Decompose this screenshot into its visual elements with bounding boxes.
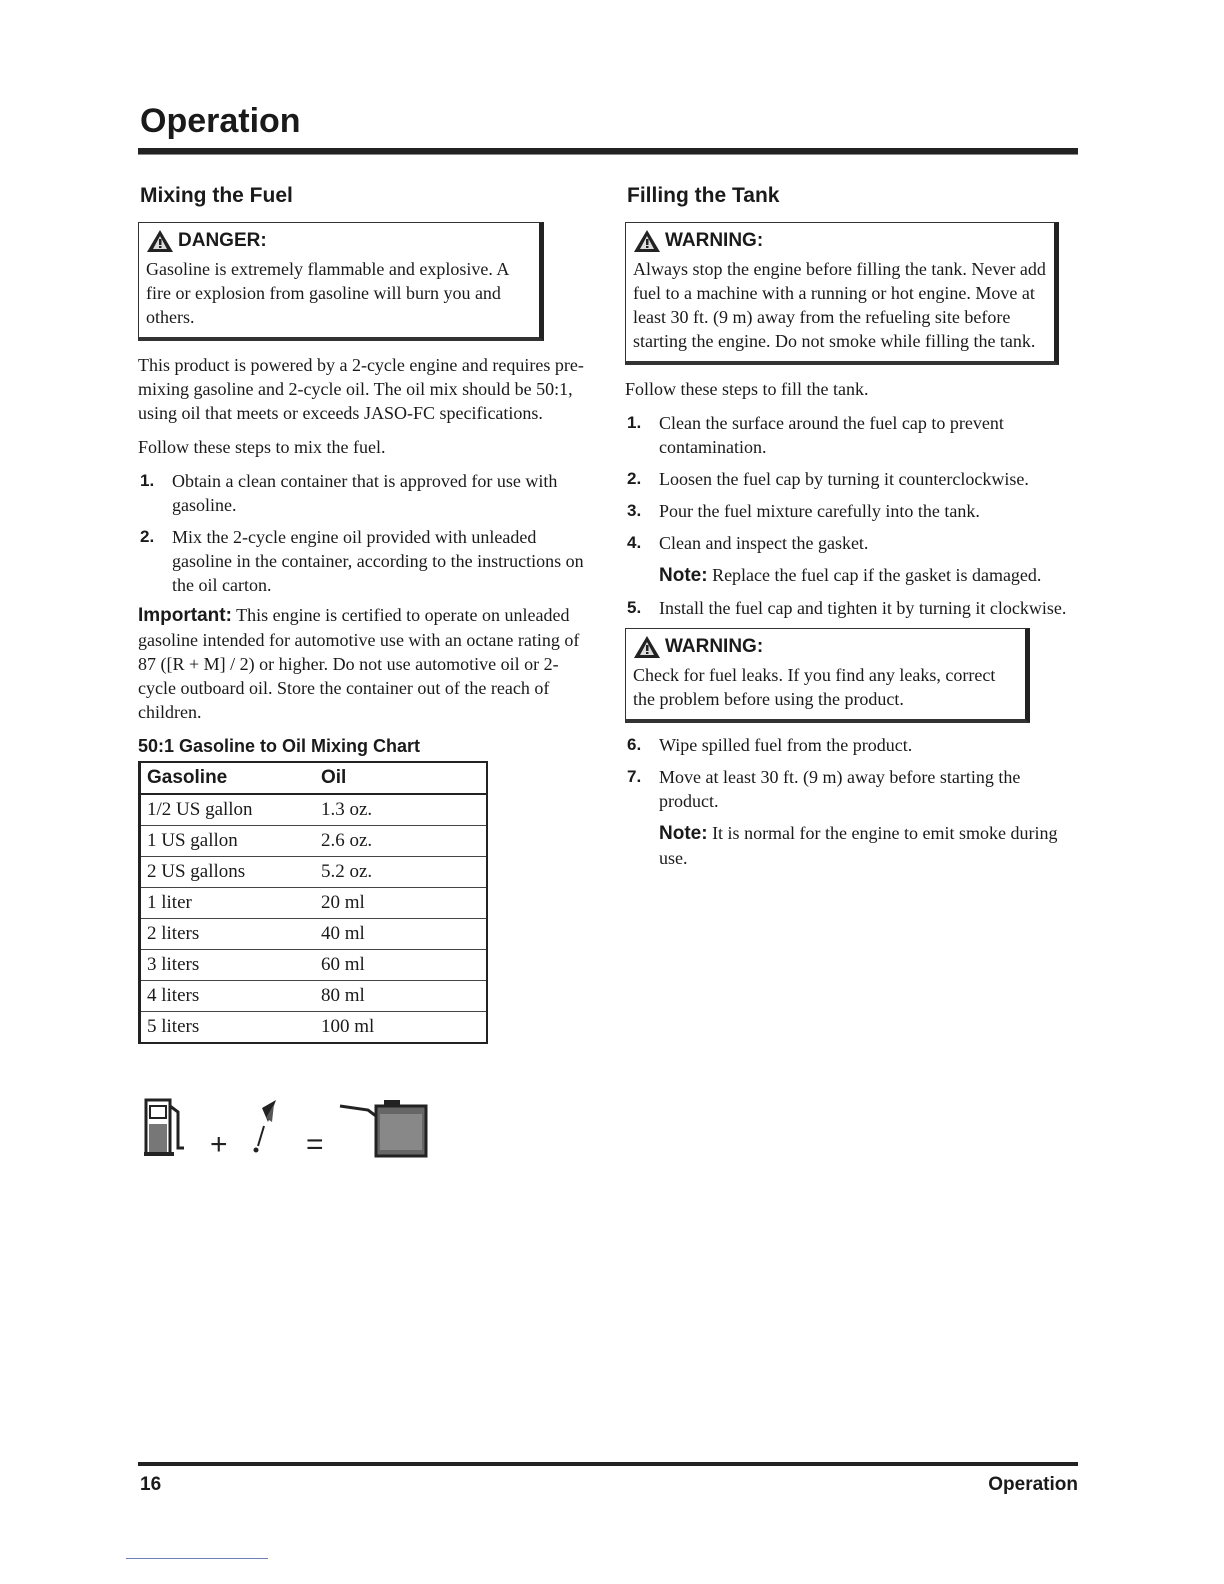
header-rule (138, 148, 1078, 155)
step-text: Obtain a clean container that is approved for use with gasoline. (172, 471, 558, 515)
filling-section (625, 184, 1080, 878)
cell-gasoline: 3 liters (140, 950, 316, 981)
cell-gasoline: 2 US gallons (140, 857, 316, 888)
table-row (140, 950, 488, 981)
table-body (140, 794, 488, 1043)
mixing-chart-table (138, 761, 488, 1044)
mixing-steps (138, 469, 590, 597)
step-text: Mix the 2-cycle engine oil provided with unleaded gasoline in the container, according to the instructions on the oil carton. (172, 527, 584, 595)
cell-oil: 60 ml (315, 950, 487, 981)
list-item (625, 499, 1080, 523)
step-number: 1. (140, 471, 155, 490)
list-item (625, 596, 1080, 620)
cell-oil: 5.2 oz. (315, 857, 487, 888)
list-item (625, 467, 1080, 491)
filling-heading: Filling the Tank (627, 184, 780, 207)
mixing-steps-lead: Follow these steps to mix the fuel. (138, 437, 386, 457)
important-label: Important: (138, 605, 232, 626)
table-row (140, 857, 488, 888)
note-text: Replace the fuel cap if the gasket is damaged. (712, 565, 1042, 585)
cell-oil: 20 ml (315, 888, 487, 919)
table-row (140, 794, 488, 826)
warning-box-refuel (625, 222, 1059, 365)
cell-oil: 1.3 oz. (315, 794, 487, 826)
danger-text: Gasoline is extremely flammable and explosive. A fire or explosion from gasoline will burn you and others. (146, 259, 509, 327)
list-item (138, 469, 590, 517)
table-row (140, 1012, 488, 1044)
step-number: 7. (627, 767, 642, 786)
warning-text: Always stop the engine before filling the tank. Never add fuel to a machine with a running or hot engine. Move at least 30 ft. (9 m) away from the refueling site before starting the engine. Do not smoke while filling the tank. (633, 259, 1046, 351)
mixing-intro: This product is powered by a 2-cycle engine and requires pre-mixing gasoline and 2-cycle oil. The oil mix should be 50:1, using oil that meets or exceeds JASO-FC specifications. (138, 355, 584, 423)
mixing-section (138, 184, 590, 1044)
warning-label: WARNING: (665, 636, 764, 657)
table-row (140, 919, 488, 950)
warning-header (633, 229, 1046, 253)
footer-section-title: Operation (988, 1474, 1078, 1495)
cell-oil: 2.6 oz. (315, 826, 487, 857)
cell-gasoline: 1 liter (140, 888, 316, 919)
column-header-oil: Oil (315, 762, 487, 794)
plus-sign: + (210, 1128, 228, 1161)
step-number: 2. (627, 469, 642, 488)
mixing-chart-title: 50:1 Gasoline to Oil Mixing Chart (138, 736, 421, 756)
warning-triangle-icon (633, 635, 663, 659)
cell-oil: 80 ml (315, 981, 487, 1012)
oil-can-icon (254, 1100, 277, 1153)
step-text: Loosen the fuel cap by turning it counterclockwise. (659, 469, 1029, 489)
column-header-gasoline: Gasoline (140, 762, 316, 794)
step-number: 5. (627, 598, 642, 617)
warning-label: WARNING: (665, 230, 764, 251)
step-number: 2. (140, 527, 155, 546)
filling-steps-lead: Follow these steps to fill the tank. (625, 379, 869, 399)
cell-gasoline: 4 liters (140, 981, 316, 1012)
scan-artifact-line (126, 1558, 268, 1559)
table-row (140, 888, 488, 919)
filling-steps (625, 411, 1080, 620)
warning-text: Check for fuel leaks. If you find any leaks, correct the problem before using the product. (633, 665, 996, 709)
table-header-row (140, 762, 488, 794)
list-item (625, 733, 1080, 757)
footer-rule (138, 1462, 1078, 1466)
step-note (659, 563, 1080, 588)
table-row (140, 826, 488, 857)
page-number: 16 (140, 1474, 162, 1495)
step-text: Wipe spilled fuel from the product. (659, 735, 913, 755)
step-number: 4. (627, 533, 642, 552)
cell-oil: 40 ml (315, 919, 487, 950)
table-row (140, 981, 488, 1012)
fuel-mix-graphic (140, 1092, 430, 1169)
warning-box-leaks (625, 628, 1030, 723)
mixing-heading: Mixing the Fuel (140, 184, 293, 207)
step-note (659, 821, 1080, 870)
list-item (625, 765, 1080, 870)
list-item (625, 411, 1080, 459)
filling-steps-continued (625, 733, 1080, 870)
important-text: This engine is certified to operate on unleaded gasoline intended for automotive use with an octane rating of 87 ([R + M] / 2) or higher. Do not use automotive oil or 2-cycle outboard oil. Store the container out of the reach of children. (138, 605, 580, 722)
step-text: Clean and inspect the gasket. (659, 533, 869, 553)
step-text: Install the fuel cap and tighten it by turning it clockwise. (659, 598, 1067, 618)
cell-gasoline: 1 US gallon (140, 826, 316, 857)
danger-label: DANGER: (178, 230, 267, 251)
step-number: 3. (627, 501, 642, 520)
step-text: Clean the surface around the fuel cap to prevent contamination. (659, 413, 1004, 457)
step-text: Pour the fuel mixture carefully into the tank. (659, 501, 980, 521)
cell-gasoline: 1/2 US gallon (140, 794, 316, 826)
step-number: 6. (627, 735, 642, 754)
step-number: 1. (627, 413, 642, 432)
list-item (625, 531, 1080, 588)
note-label: Note: (659, 565, 708, 586)
cell-gasoline: 2 liters (140, 919, 316, 950)
fuel-pump-icon (144, 1100, 184, 1156)
cell-gasoline: 5 liters (140, 1012, 316, 1044)
danger-box (138, 222, 544, 341)
warning-header (633, 635, 1017, 659)
equals-sign: = (306, 1128, 324, 1161)
note-text: It is normal for the engine to emit smoke during use. (659, 823, 1058, 868)
warning-triangle-icon (146, 229, 176, 253)
note-label: Note: (659, 823, 708, 844)
cell-oil: 100 ml (321, 1016, 375, 1037)
fuel-container-icon (340, 1100, 426, 1156)
page-title: Operation (140, 102, 301, 140)
list-item (138, 525, 590, 597)
warning-triangle-icon (633, 229, 663, 253)
important-paragraph (138, 603, 590, 724)
step-text: Move at least 30 ft. (9 m) away before starting the product. (659, 767, 1021, 811)
danger-header (146, 229, 531, 253)
